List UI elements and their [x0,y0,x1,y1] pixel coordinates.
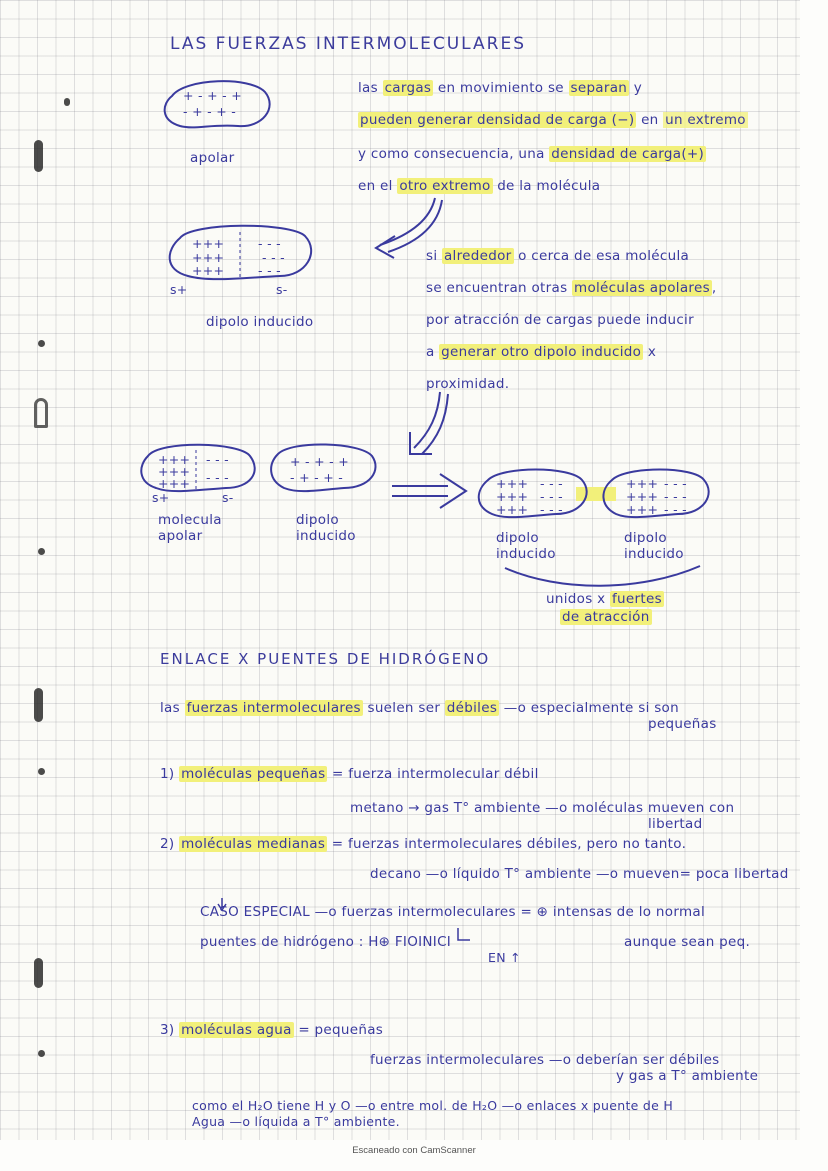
label-unidos: unidos x fuertes de atracción [546,591,662,625]
double-arrow [440,474,466,508]
special-case-2: puentes de hidrógeno : H⊕ FIOINICI [200,934,452,950]
pair-left-minus: - - - [540,502,563,517]
apolar-charges-top: + - + - + [183,88,243,103]
para2-line3: por atracción de cargas puede inducir [426,312,694,328]
pair-right-plus: +++ [626,502,659,517]
item-2: 2) moléculas medianas = fuerzas intermoleculares débiles, pero no tanto. [160,836,687,852]
pair-left-minus: - - - [540,476,563,491]
item-2-sub: decano —o líquido T° ambiente —o mueven= poca libertad [370,866,789,882]
intro-line-2: pequeñas [648,716,717,732]
pair-left-minus: - - - [540,489,563,504]
intro-line: las fuerzas intermoleculares suelen ser débiles —o especialmente si son [160,700,679,716]
label-pair-left: dipolo inducido [496,530,556,562]
special-case-3: aunque sean peq. [624,934,751,950]
pair-left-shape [479,470,587,518]
item-3: 3) moléculas agua = pequeñas [160,1022,384,1038]
para2-line4: a generar otro dipolo inducido x [426,344,657,360]
arrow-to-dipole [380,198,435,245]
s-minus-label: s- [276,282,288,297]
d2-minus: - - - [206,470,229,485]
pair-right-plus: +++ [626,489,659,504]
pair-left-plus: +++ [496,476,529,491]
dipole-plus-row: +++ [192,250,225,265]
item-1: 1) moléculas pequeñas = fuerza intermolecular débil [160,766,539,782]
para2-line5: proximidad. [426,376,510,392]
d2-minus: - - - [206,452,229,467]
pair-right-minus: - - - [664,489,687,504]
d2-induced-bottom: - + - + - [290,470,344,485]
special-case-4: EN ↑ [488,950,521,965]
pair-bracket [505,566,700,586]
label-apolar: apolar [190,150,235,166]
label-pair-right: dipolo inducido [624,530,684,562]
item-3-sub-4: Agua —o líquida a T° ambiente. [192,1114,400,1129]
pair-right-minus: - - - [664,476,687,491]
item-1-sub: metano → gas T° ambiente —o moléculas mueven con [350,800,735,816]
item-3-sub-1: fuerzas intermoleculares —o deberían ser débiles [370,1052,720,1068]
dipole-plus-row: +++ [192,263,225,278]
d2-plus: +++ [158,452,191,467]
para1-line2: pueden generar densidad de carga (−) en un extremo [360,112,746,128]
apolar-charges-bottom: - + - + - [183,104,237,119]
dipole-minus-row: - - - [262,250,285,265]
s-plus-label: s+ [170,282,188,297]
para1-line4: en el otro extremo de la molécula [358,178,601,194]
special-case: CASO ESPECIAL —o fuerzas intermoleculares = ⊕ intensas de lo normal [200,904,706,920]
pair-left-plus: +++ [496,502,529,517]
item-3-sub-2: y gas a T° ambiente [616,1068,759,1084]
dipole-plus-row: +++ [192,236,225,251]
arrow-to-pair [414,392,440,448]
page-title: LAS FUERZAS INTERMOLECULARES [170,34,527,54]
d2-plus: +++ [158,476,191,491]
item-1-sub-2: libertad [648,816,703,832]
para1-line1: las cargas en movimiento se separan y [358,80,643,96]
para2-line1: si alrededor o cerca de esa molécula [426,248,690,264]
d2-plus: +++ [158,464,191,479]
item-3-sub-3: como el H₂O tiene H y O —o entre mol. de H₂O —o enlaces x puente de H [192,1098,674,1113]
pair-left-plus: +++ [496,489,529,504]
label-dipolo-inducido-2: dipolo inducido [296,512,356,544]
label-molecula-apolar: molecula apolar [158,512,222,544]
pair-right-plus: +++ [626,476,659,491]
para1-line3: y como consecuencia, una densidad de carga(+) [358,146,705,162]
d2-induced-top: + - + - + [290,454,350,469]
scanner-watermark: Escaneado con CamScanner [352,1145,476,1156]
section-heading: ENLACE X PUENTES DE HIDRÓGENO [160,650,491,668]
label-dipolo-inducido: dipolo inducido [206,314,314,330]
pair-right-minus: - - - [664,502,687,517]
d2-s-plus: s+ [152,490,170,505]
d2-s-minus: s- [222,490,234,505]
dipole-minus-row: - - - [258,236,281,251]
para2-line2: se encuentran otras moléculas apolares , [426,280,717,296]
dipole-minus-row: - - - [258,263,281,278]
